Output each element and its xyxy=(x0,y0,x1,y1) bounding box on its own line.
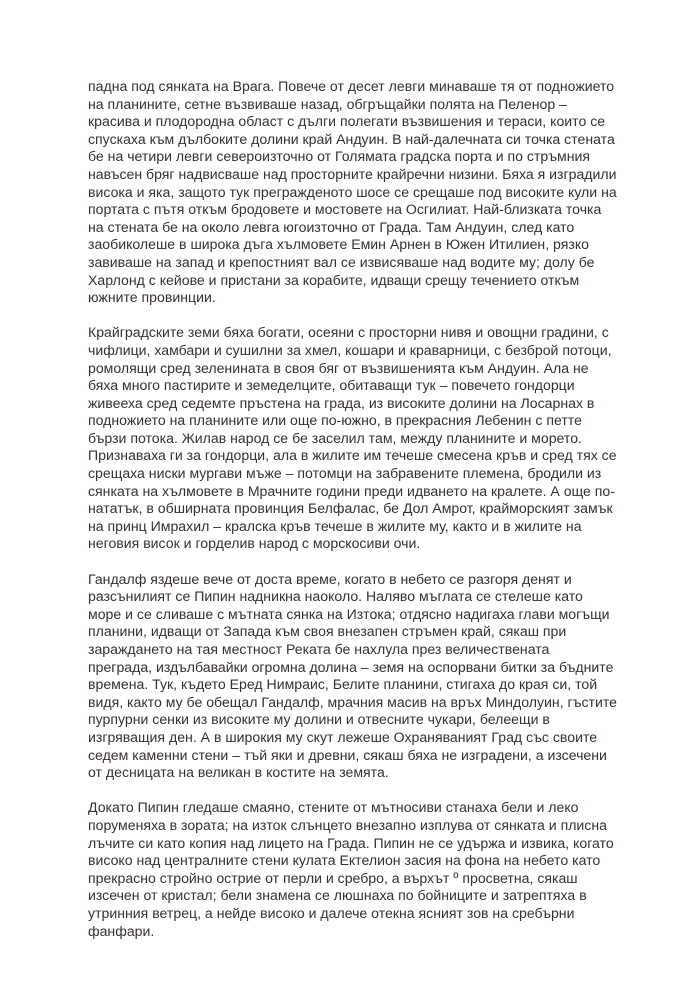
text-line: фанфари. xyxy=(88,922,155,939)
text-line: поруменяха в зората; на изток слънцето внезапно изплува от сянката и плисна xyxy=(88,816,607,833)
text-line: видя, както му бе обещал Гандалф, мрачния масив на връх Миндолуин, гъстите xyxy=(88,693,618,710)
text-line: завиваше на запад и крепостният вал се извисяваше над водите му; долу бе xyxy=(88,253,595,270)
text-line: лъчите си като копия над лицето на Града. Пипин не се удържа и извика, когато xyxy=(88,834,614,851)
text-line: живееха сред седемте пръстена на града, из високите долини на Лосарнах в xyxy=(88,394,595,411)
text-line: пурпурни сенки из високите му долини и отвесните чукари, белеещи в xyxy=(88,711,550,728)
text-line: ромолящи сред зеленината в своя бяг от възвишенията към Андуин. Ала не xyxy=(88,359,589,376)
text-line: Признаваха ги за гондорци, ала в жилите им течеше смесена кръв и сред тях се xyxy=(88,447,617,464)
text-line: висока и яка, защото тук прегражденото шосе се срещаше под високите кули на xyxy=(88,183,617,200)
text-line: бяха много пастирите и земеделците, обитаващи тук – повечето гондорци xyxy=(88,377,575,394)
text-line: изсечен от кристал; бели знамена се люшнаха по бойниците и затрептяха в xyxy=(88,887,587,904)
text-line: Крайградските земи бяха богати, осеяни с просторни нивя и овощни градини, с xyxy=(88,324,609,341)
text-line: южните провинции. xyxy=(88,289,216,306)
text-line: разсънилият се Пипин надникна наоколо. Наляво мъглата се стелеше като xyxy=(88,588,583,605)
paragraph-4 xyxy=(88,799,633,940)
text-line: заобиколеше в широка дъга хълмовете Емин Арнен в Южен Итилиен, рязко xyxy=(88,236,589,253)
text-line: чифлици, хамбари и сушилни за хмел, кошари и краварници, с безброй потоци, xyxy=(88,341,612,358)
body-text xyxy=(88,78,633,958)
text-line: на принц Имрахил – кралска кръв течеше в жилите му, както и в жилите на xyxy=(88,517,582,534)
text-line: сянката на хълмовете в Мрачните години преди идването на кралете. А още по- xyxy=(88,482,615,499)
text-line: навъсен бряг надвисваше над просторните крайречни низини. Бяха я изградили xyxy=(88,165,617,182)
text-line: времена. Тук, където Еред Нимраис, Белите планини, стигаха до края си, той xyxy=(88,676,598,693)
text-line: утринния ветрец, а нейде високо и далече отекна ясният зов на сребърни xyxy=(88,904,575,921)
text-line: неговия висок и горделив народ с морскосиви очи. xyxy=(88,535,421,552)
text-line: море и се сливаше с мътната сянка на Изтока; отдясно надигаха глави могъщи xyxy=(88,605,610,622)
text-line: изгряващия ден. А в широкия му скут лежеше Охраняваният Град със своите xyxy=(88,728,598,745)
text-line: срещаха ниски мургави мъже – потомци на забравените племена, бродили из xyxy=(88,465,602,482)
text-line: подножието на планините или още по-южно, в прекрасния Лебенин с петте xyxy=(88,412,582,429)
text-line: нататък, в обширната провинция Белфалас, бе Дол Амрот, крайморският замък xyxy=(88,500,613,517)
text-line: седем каменни стени – тъй яки и древни, сякаш бяха не изградени, а изсечени xyxy=(88,746,607,763)
text-line: на стената бе на около левга югоизточно от Града. Там Андуин, след като xyxy=(88,218,575,235)
text-line: високо над централните стени кулата Ектелион засия на фона на небето като xyxy=(88,852,601,869)
paragraph-2 xyxy=(88,324,633,553)
text-line: портата с пътя откъм бродовете и мостовете на Осгилиат. Най-близката точка xyxy=(88,201,602,218)
text-line: на планините, сетне възвиваше назад, обгръщайки полята на Пеленор – xyxy=(88,95,567,112)
paragraph-1 xyxy=(88,78,633,307)
text-line: зараждането на тая местност Реката бе нахлула през величествената xyxy=(88,641,550,657)
text-line: Харлонд с кейове и пристани за корабите, идващи срещу течението откъм xyxy=(88,271,580,288)
text-line: спускаха към дълбоките долини край Андуин. В най-далечната си точка стената xyxy=(88,130,615,147)
text-line: преграда, издълбавайки огромна долина – земя на оспорвани битки за бъдните xyxy=(88,658,614,675)
text-line: Гандалф яздеше вече от доста време, когато в небето се разгоря денят и xyxy=(88,570,572,587)
text-line: бързи потока. Жилав народ се бе заселил там, между планините и морето. xyxy=(88,429,582,446)
text-line: Докато Пипин гледаше смаяно, стените от мътносиви станаха бели и леко xyxy=(88,799,579,816)
paragraph-3 xyxy=(88,571,633,782)
text-line: прекрасно стройно острие от перли и сребро, а върхът º просветна, сякаш xyxy=(88,869,578,886)
text-line: красива и плодородна област с дълги полегати възвишения и тераси, които се xyxy=(88,113,606,130)
text-line: бе на четири левги североизточно от Голямата градска порта и по стръмния xyxy=(88,148,591,165)
text-line: падна под сянката на Врага. Повече от десет левги минаваше тя от подножието xyxy=(88,78,615,94)
text-line: от десницата на великан в костите на земята. xyxy=(88,764,389,781)
text-line: планини, идващи от Запада към своя внезапен стръмен край, сякаш при xyxy=(88,623,567,640)
